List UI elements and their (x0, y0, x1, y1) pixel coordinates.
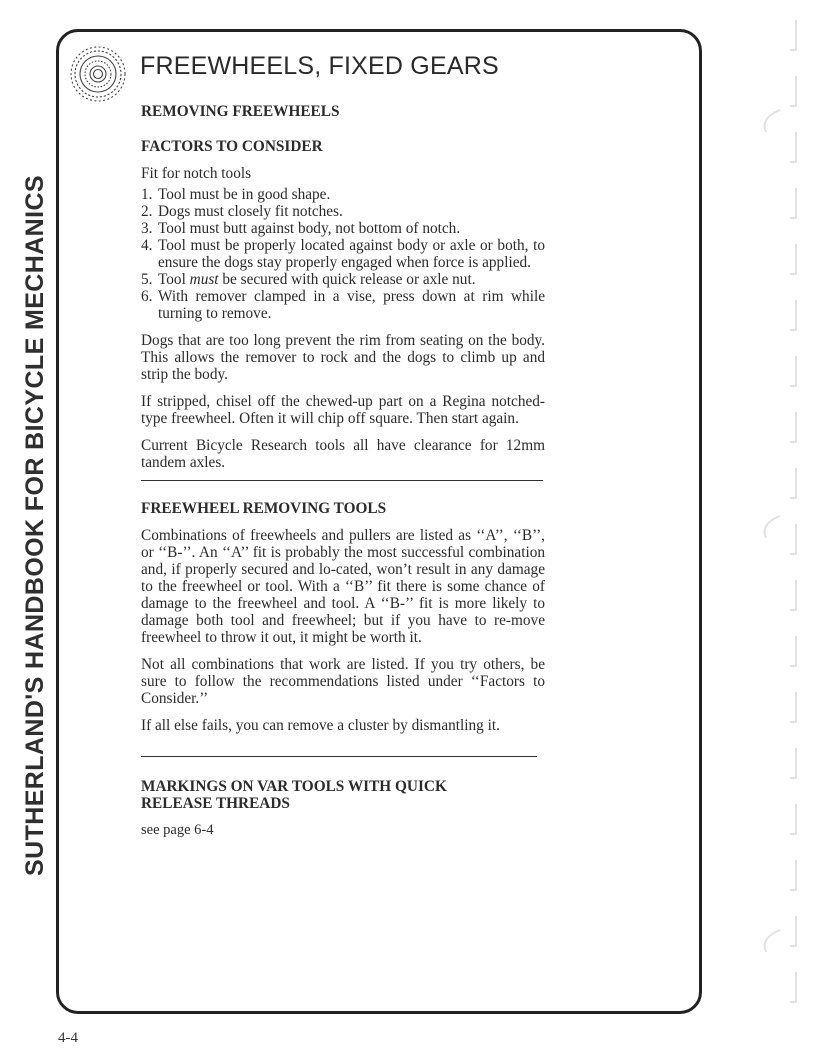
spine-title: SUTHERLAND'S HANDBOOK FOR BICYCLE MECHANICS (20, 174, 49, 876)
list-item: 2. Dogs must closely fit notches. (141, 203, 545, 220)
chapter-title: FREEWHEELS, FIXED GEARS (140, 52, 499, 80)
spine-title-band (10, 145, 60, 905)
section-heading-removing-tools: FREEWHEEL REMOVING TOOLS (141, 500, 387, 517)
list-item-text: Dogs must closely fit notches. (158, 203, 343, 220)
subheading-factors: FACTORS TO CONSIDER (141, 138, 323, 155)
list-item: 1. Tool must be in good shape. (141, 186, 545, 203)
section-heading-markings: MARKINGS ON VAR TOOLS WITH QUICK RELEASE THREADS (141, 778, 447, 812)
main-content (141, 103, 545, 839)
list-item: 5. Tool must be secured with quick release or axle nut. (141, 271, 545, 288)
list-item-text: Tool must be properly located against body or axle or both, to ensure the dogs stay properly engaged when force is applied. (158, 237, 545, 271)
list-item: 3. Tool must butt against body, not bottom of notch. (141, 220, 545, 237)
paragraph: Not all combinations that work are listed. If you try others, be sure to follow the recommendations listed under ‘‘Factors to Consider.’’ (141, 656, 545, 707)
list-item: 6. With remover clamped in a vise, press down at rim while turning to remove. (141, 288, 545, 322)
list-item-text: Tool must be in good shape. (158, 186, 331, 203)
paragraph: Dogs that are too long prevent the rim from seating on the body. This allows the remover to rock and the dogs to climb up and strip the body. (141, 332, 545, 383)
list-item: 4. Tool must be properly located against body or axle or both, to ensure the dogs stay properly engaged when force is applied. (141, 237, 545, 271)
intro-text: Fit for notch tools (141, 165, 252, 182)
section-heading-removing-freewheels: REMOVING FREEWHEELS (141, 103, 340, 120)
list-item-text: With remover clamped in a vise, press down at rim while turning to remove. (158, 288, 545, 322)
paragraph: If all else fails, you can remove a cluster by dismantling it. (141, 717, 500, 734)
paragraph: If stripped, chisel off the chewed-up part on a Regina notched-type freewheel. Often it will chip off square. Then start again. (141, 393, 545, 427)
paragraph: Combinations of freewheels and pullers are listed as ‘‘A’’, ‘‘B’’, or ‘‘B-’’. An ‘‘A’’ fit is probably the most successful combination and, if properly secured and lo-cated, won’t result in any damage to the freewheel or tool. With a ‘‘B’’ fit there is some chance of damage to the freewheel and tool. A ‘‘B-’’ fit is more likely to damage both tool and freewheel; but if you have to re-move freewheel to throw it out, it might be worth it. (141, 527, 545, 646)
gear-icon (66, 42, 130, 106)
divider (141, 756, 537, 757)
paragraph: Current Bicycle Research tools all have clearance for 12mm tandem axles. (141, 437, 545, 471)
list-item-text: Tool must butt against body, not bottom of notch. (158, 220, 461, 237)
divider (141, 480, 543, 481)
page-number: 4-4 (58, 1030, 78, 1046)
factors-list (141, 186, 545, 322)
list-item-text: Tool must be secured with quick release or axle nut. (158, 271, 476, 288)
see-page-reference: see page 6-4 (141, 822, 214, 838)
